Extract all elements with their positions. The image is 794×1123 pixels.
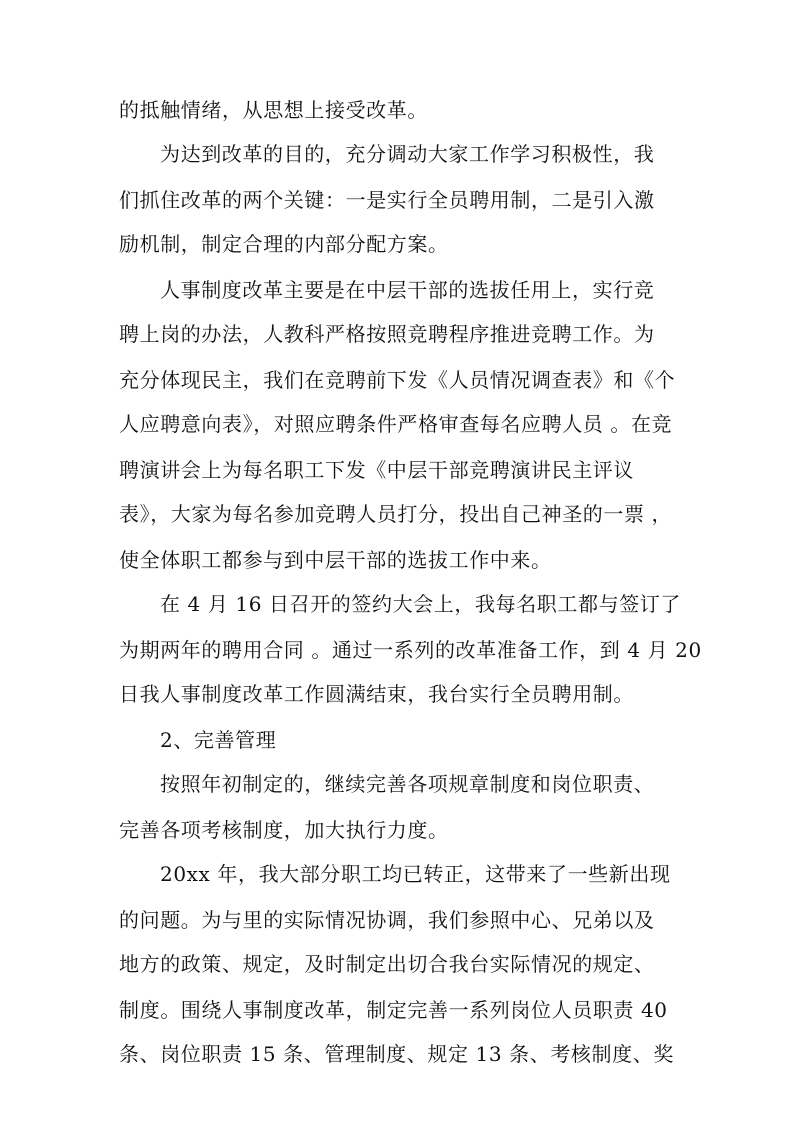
text-line: 制度。围绕人事制度改革，制定完善一系列岗位人员职责 40 — [119, 998, 668, 1022]
text-line: 的抵触情绪，从思想上接受改革。 — [119, 98, 428, 122]
text-line: 人应聘意向表》，对照应聘条件严格审查每名应聘人员 。在竞 — [119, 412, 673, 436]
text-line: 聘演讲会上为每名职工下发《中层干部竞聘演讲民主评议 — [119, 458, 634, 482]
text-line: 日我人事制度改革工作圆满结束，我台实行全员聘用制。 — [119, 682, 634, 706]
text-line: 完善各项考核制度，加大执行力度。 — [119, 818, 449, 842]
text-line: 地方的政策、规定，及时制定出切合我台实际情况的规定、 — [119, 952, 655, 976]
text-line: 在 4 月 16 日召开的签约大会上，我每名职工都与签订了 — [160, 592, 682, 616]
text-line: 为达到改革的目的，充分调动大家工作学习积极性，我 — [160, 142, 655, 166]
text-line: 人事制度改革主要是在中层干部的选拔任用上，实行竞 — [160, 278, 655, 302]
text-line: 们抓住改革的两个关键：一是实行全员聘用制，二是引入激 — [119, 188, 655, 212]
section-heading: 2、完善管理 — [160, 728, 277, 752]
text-line: 充分体现民主，我们在竞聘前下发《人员情况调查表》和《个 — [119, 368, 676, 392]
text-line: 按照年初制定的，继续完善各项规章制度和岗位职责、 — [160, 772, 655, 796]
text-line: 励机制，制定合理的内部分配方案。 — [119, 232, 449, 256]
text-line: 聘上岗的办法，人教科严格按照竞聘程序推进竞聘工作。为 — [119, 322, 655, 346]
text-line: 20xx 年，我大部分职工均已转正，这带来了一些新出现 — [160, 862, 671, 886]
text-line: 的问题。为与里的实际情况协调，我们参照中心、兄弟以及 — [119, 908, 655, 932]
text-line: 表》，大家为每名参加竞聘人员打分，投出自己神圣的一票 ， — [119, 502, 673, 526]
text-line: 条、岗位职责 15 条、管理制度、规定 13 条、考核制度、奖 — [119, 1042, 674, 1066]
text-line: 为期两年的聘用合同 。通过一系列的改革准备工作，到 4 月 20 — [119, 638, 702, 662]
text-line: 使全体职工都参与到中层干部的选拔工作中来。 — [119, 548, 552, 572]
